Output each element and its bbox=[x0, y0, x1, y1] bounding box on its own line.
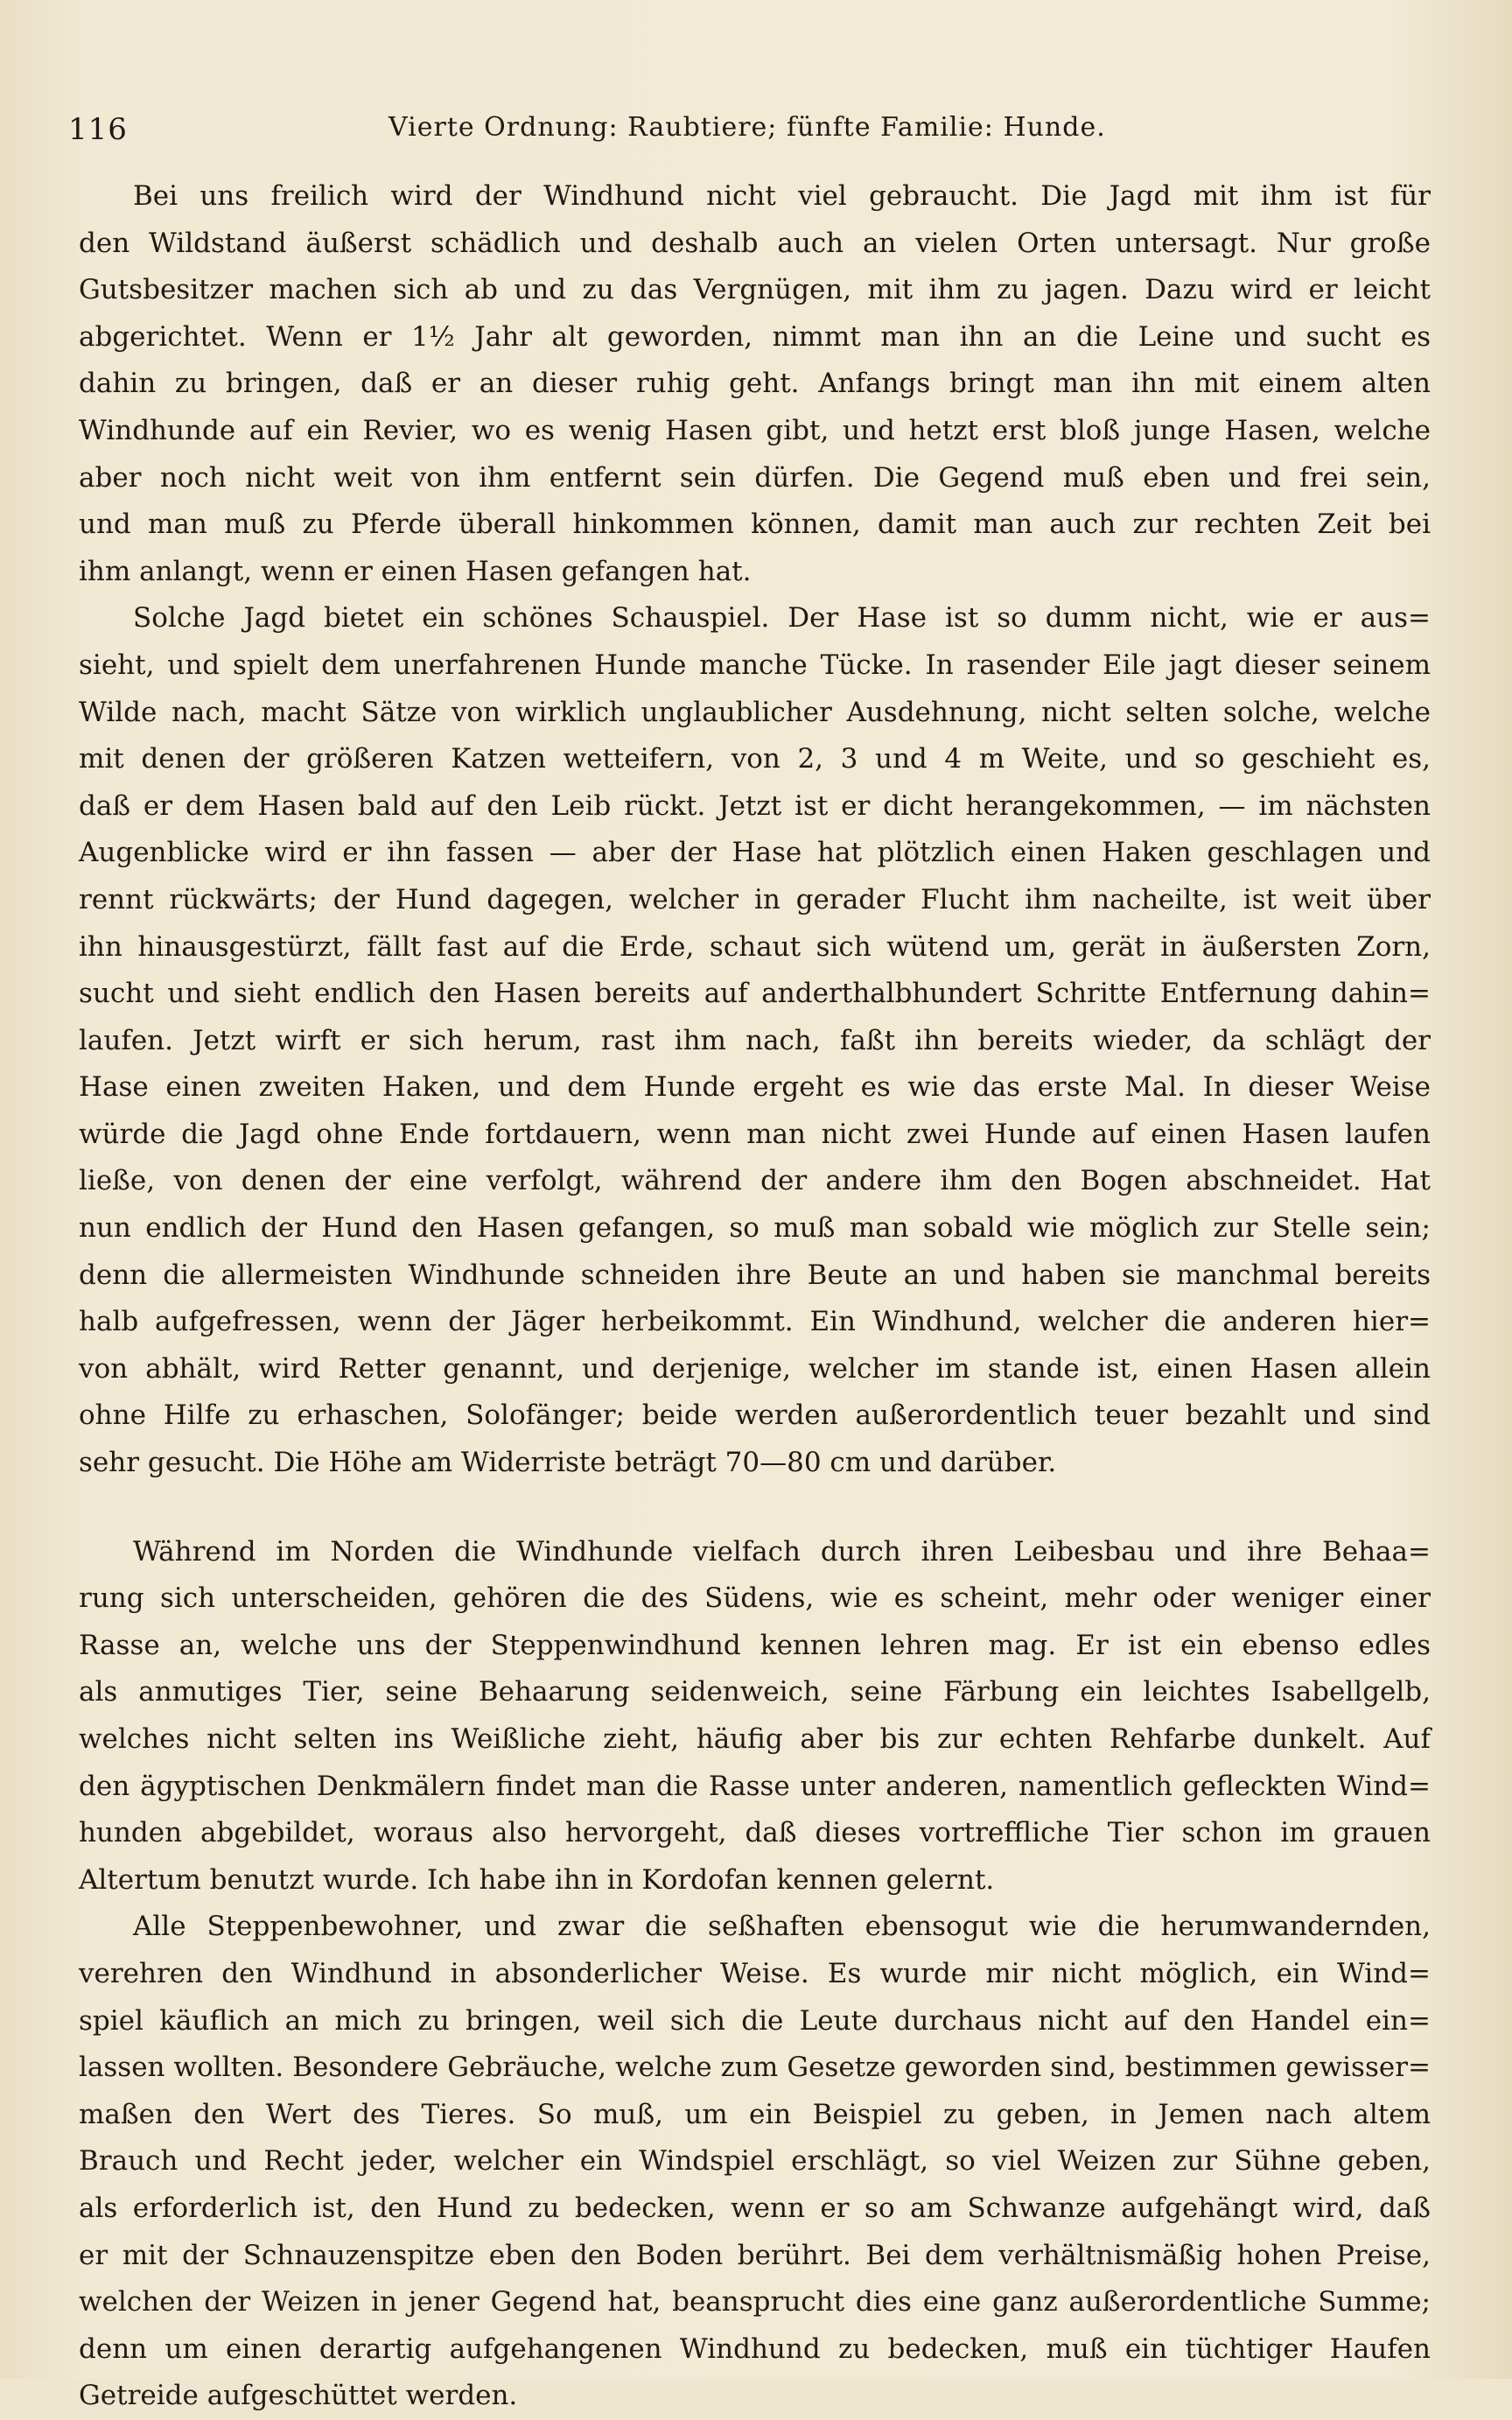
text-line: Hase einen zweiten Haken, und dem Hunde ergeht es wie das erste Mal. In dieser Weise bbox=[79, 1071, 1431, 1104]
text-line: lassen wollten. Besondere Gebräuche, welche zum Gesetze geworden sind, bestimmen gewisser= bbox=[79, 2052, 1431, 2084]
text-line: ihn hinausgestürzt, fällt fast auf die Erde, schaut sich wütend um, gerät in äußersten Zorn, bbox=[79, 930, 1431, 963]
text-line: ohne Hilfe zu erhaschen, Solofänger; beide werden außerordentlich teuer bezahlt und sind bbox=[79, 1399, 1431, 1432]
text-line: von abhält, wird Retter genannt, und derjenige, welcher im stande ist, einen Hasen allein bbox=[79, 1352, 1431, 1385]
text-line: denn um einen derartig aufgehangenen Windhund zu bedecken, muß ein tüchtiger Haufen bbox=[79, 2332, 1431, 2365]
text-line: nun endlich der Hund den Hasen gefangen, so muß man sobald wie möglich zur Stelle sein; bbox=[79, 1212, 1431, 1245]
paragraph bbox=[79, 595, 1431, 1486]
page-header bbox=[68, 112, 1433, 156]
text-line: rennt rückwärts; der Hund dagegen, welcher in gerader Flucht ihm nacheilte, ist weit über bbox=[79, 883, 1431, 915]
text-line: als erforderlich ist, den Hund zu bedecken, wenn er so am Schwanze aufgehängt wird, daß bbox=[79, 2192, 1431, 2224]
running-head: Vierte Ordnung: Raubtiere; fünfte Familie: Hunde. bbox=[388, 112, 1106, 143]
text-line: Altertum benutzt wurde. Ich habe ihn in Kordofan kennen gelernt. bbox=[79, 1863, 995, 1896]
text-line: würde die Jagd ohne Ende fortdauern, wenn man nicht zwei Hunde auf einen Hasen laufen bbox=[79, 1118, 1431, 1150]
text-line: sehr gesucht. Die Höhe am Widerriste beträgt 70—80 cm und darüber. bbox=[79, 1447, 1057, 1479]
text-line: Während im Norden die Windhunde vielfach durch ihren Leibesbau und ihre Behaa= bbox=[133, 1535, 1431, 1568]
text-line: den ägyptischen Denkmälern findet man die Rasse unter anderen, namentlich gefleckten Wind= bbox=[79, 1770, 1431, 1802]
text-line: abgerichtet. Wenn er 1½ Jahr alt geworden, nimmt man ihn an die Leine und sucht es bbox=[79, 320, 1431, 353]
paragraph bbox=[79, 1904, 1431, 2420]
text-line: den Wildstand äußerst schädlich und deshalb auch an vielen Orten untersagt. Nur große bbox=[79, 227, 1431, 259]
text-line: als anmutiges Tier, seine Behaarung seidenweich, seine Färbung ein leichtes Isabellgelb, bbox=[79, 1676, 1431, 1708]
text-line: daß er dem Hasen bald auf den Leib rückt. Jetzt ist er dicht herangekommen, — im nächsten bbox=[79, 789, 1431, 822]
text-line: ihm anlangt, wenn er einen Hasen gefangen hat. bbox=[79, 555, 752, 587]
text-line: verehren den Windhund in absonderlicher Weise. Es wurde mir nicht möglich, ein Wind= bbox=[79, 1957, 1431, 1989]
text-line: spiel käuflich an mich zu bringen, weil sich die Leute durchaus nicht auf den Handel ein= bbox=[79, 2004, 1431, 2037]
text-line: ließe, von denen der eine verfolgt, während der andere ihm den Bogen abschneidet. Hat bbox=[79, 1165, 1431, 1197]
text-line: Augenblicke wird er ihn fassen — aber der Hase hat plötzlich einen Haken geschlagen und bbox=[79, 837, 1431, 869]
text-line: sieht, und spielt dem unerfahrenen Hunde manche Tücke. In rasender Eile jagt dieser seinem bbox=[79, 649, 1431, 681]
text-line: halb aufgefressen, wenn der Jäger herbeikommt. Ein Windhund, welcher die anderen hier= bbox=[79, 1306, 1431, 1338]
text-line: und man muß zu Pferde überall hinkommen können, damit man auch zur rechten Zeit bei bbox=[79, 509, 1431, 541]
paragraph bbox=[79, 173, 1431, 595]
text-line: sucht und sieht endlich den Hasen bereits auf anderthalbhundert Schritte Entfernung dahin= bbox=[79, 978, 1431, 1010]
page-number: 116 bbox=[68, 112, 128, 147]
text-line: hunden abgebildet, woraus also hervorgeht, daß dieses vortreffliche Tier schon im grauen bbox=[79, 1817, 1431, 1849]
text-line: mit denen der größeren Katzen wetteifern, von 2, 3 und 4 m Weite, und so geschieht es, bbox=[79, 743, 1431, 775]
text-line: dahin zu bringen, daß er an dieser ruhig geht. Anfangs bringt man ihn mit einem alten bbox=[79, 368, 1431, 400]
section-gap bbox=[79, 1487, 1431, 1529]
paragraph bbox=[79, 1529, 1431, 1904]
text-line: er mit der Schnauzenspitze eben den Boden berührt. Bei dem verhältnismäßig hohen Preise, bbox=[79, 2239, 1431, 2271]
text-line: welchen der Weizen in jener Gegend hat, beansprucht dies eine ganz außerordentliche Summe; bbox=[79, 2286, 1431, 2318]
body-text bbox=[79, 173, 1431, 2420]
text-line: Rasse an, welche uns der Steppenwindhund kennen lehren mag. Er ist ein ebenso edles bbox=[79, 1629, 1431, 1661]
text-line: Alle Steppenbewohner, und zwar die seßhaften ebensogut wie die herumwandernden, bbox=[133, 1911, 1431, 1943]
text-line: Solche Jagd bietet ein schönes Schauspiel. Der Hase ist so dumm nicht, wie er aus= bbox=[133, 602, 1431, 635]
text-line: laufen. Jetzt wirft er sich herum, rast ihm nach, faßt ihn bereits wieder, da schlägt der bbox=[79, 1024, 1431, 1056]
text-line: Windhunde auf ein Revier, wo es wenig Hasen gibt, und hetzt erst bloß junge Hasen, welche bbox=[79, 414, 1431, 446]
text-line: rung sich unterscheiden, gehören die des Südens, wie es scheint, mehr oder weniger einer bbox=[79, 1582, 1431, 1615]
text-line: maßen den Wert des Tieres. So muß, um ein Beispiel zu geben, in Jemen nach altem bbox=[79, 2098, 1431, 2130]
text-line: Brauch und Recht jeder, welcher ein Windspiel erschlägt, so viel Weizen zur Sühne geben, bbox=[79, 2145, 1431, 2178]
text-line: Gutsbesitzer machen sich ab und zu das Vergnügen, mit ihm zu jagen. Dazu wird er leicht bbox=[79, 274, 1431, 306]
text-line: aber noch nicht weit von ihm entfernt sein dürfen. Die Gegend muß eben und frei sein, bbox=[79, 461, 1431, 494]
text-line: Wilde nach, macht Sätze von wirklich unglaublicher Ausdehnung, nicht selten solche, welche bbox=[79, 696, 1431, 728]
text-line: Getreide aufgeschüttet werden. bbox=[79, 2380, 518, 2412]
text-line: denn die allermeisten Windhunde schneiden ihre Beute an und haben sie manchmal bereits bbox=[79, 1259, 1431, 1291]
text-line: welches nicht selten ins Weißliche zieht, häufig aber bis zur echten Rehfarbe dunkelt. Auf bbox=[79, 1723, 1431, 1755]
text-line: Bei uns freilich wird der Windhund nicht viel gebraucht. Die Jagd mit ihm ist für bbox=[133, 180, 1431, 212]
